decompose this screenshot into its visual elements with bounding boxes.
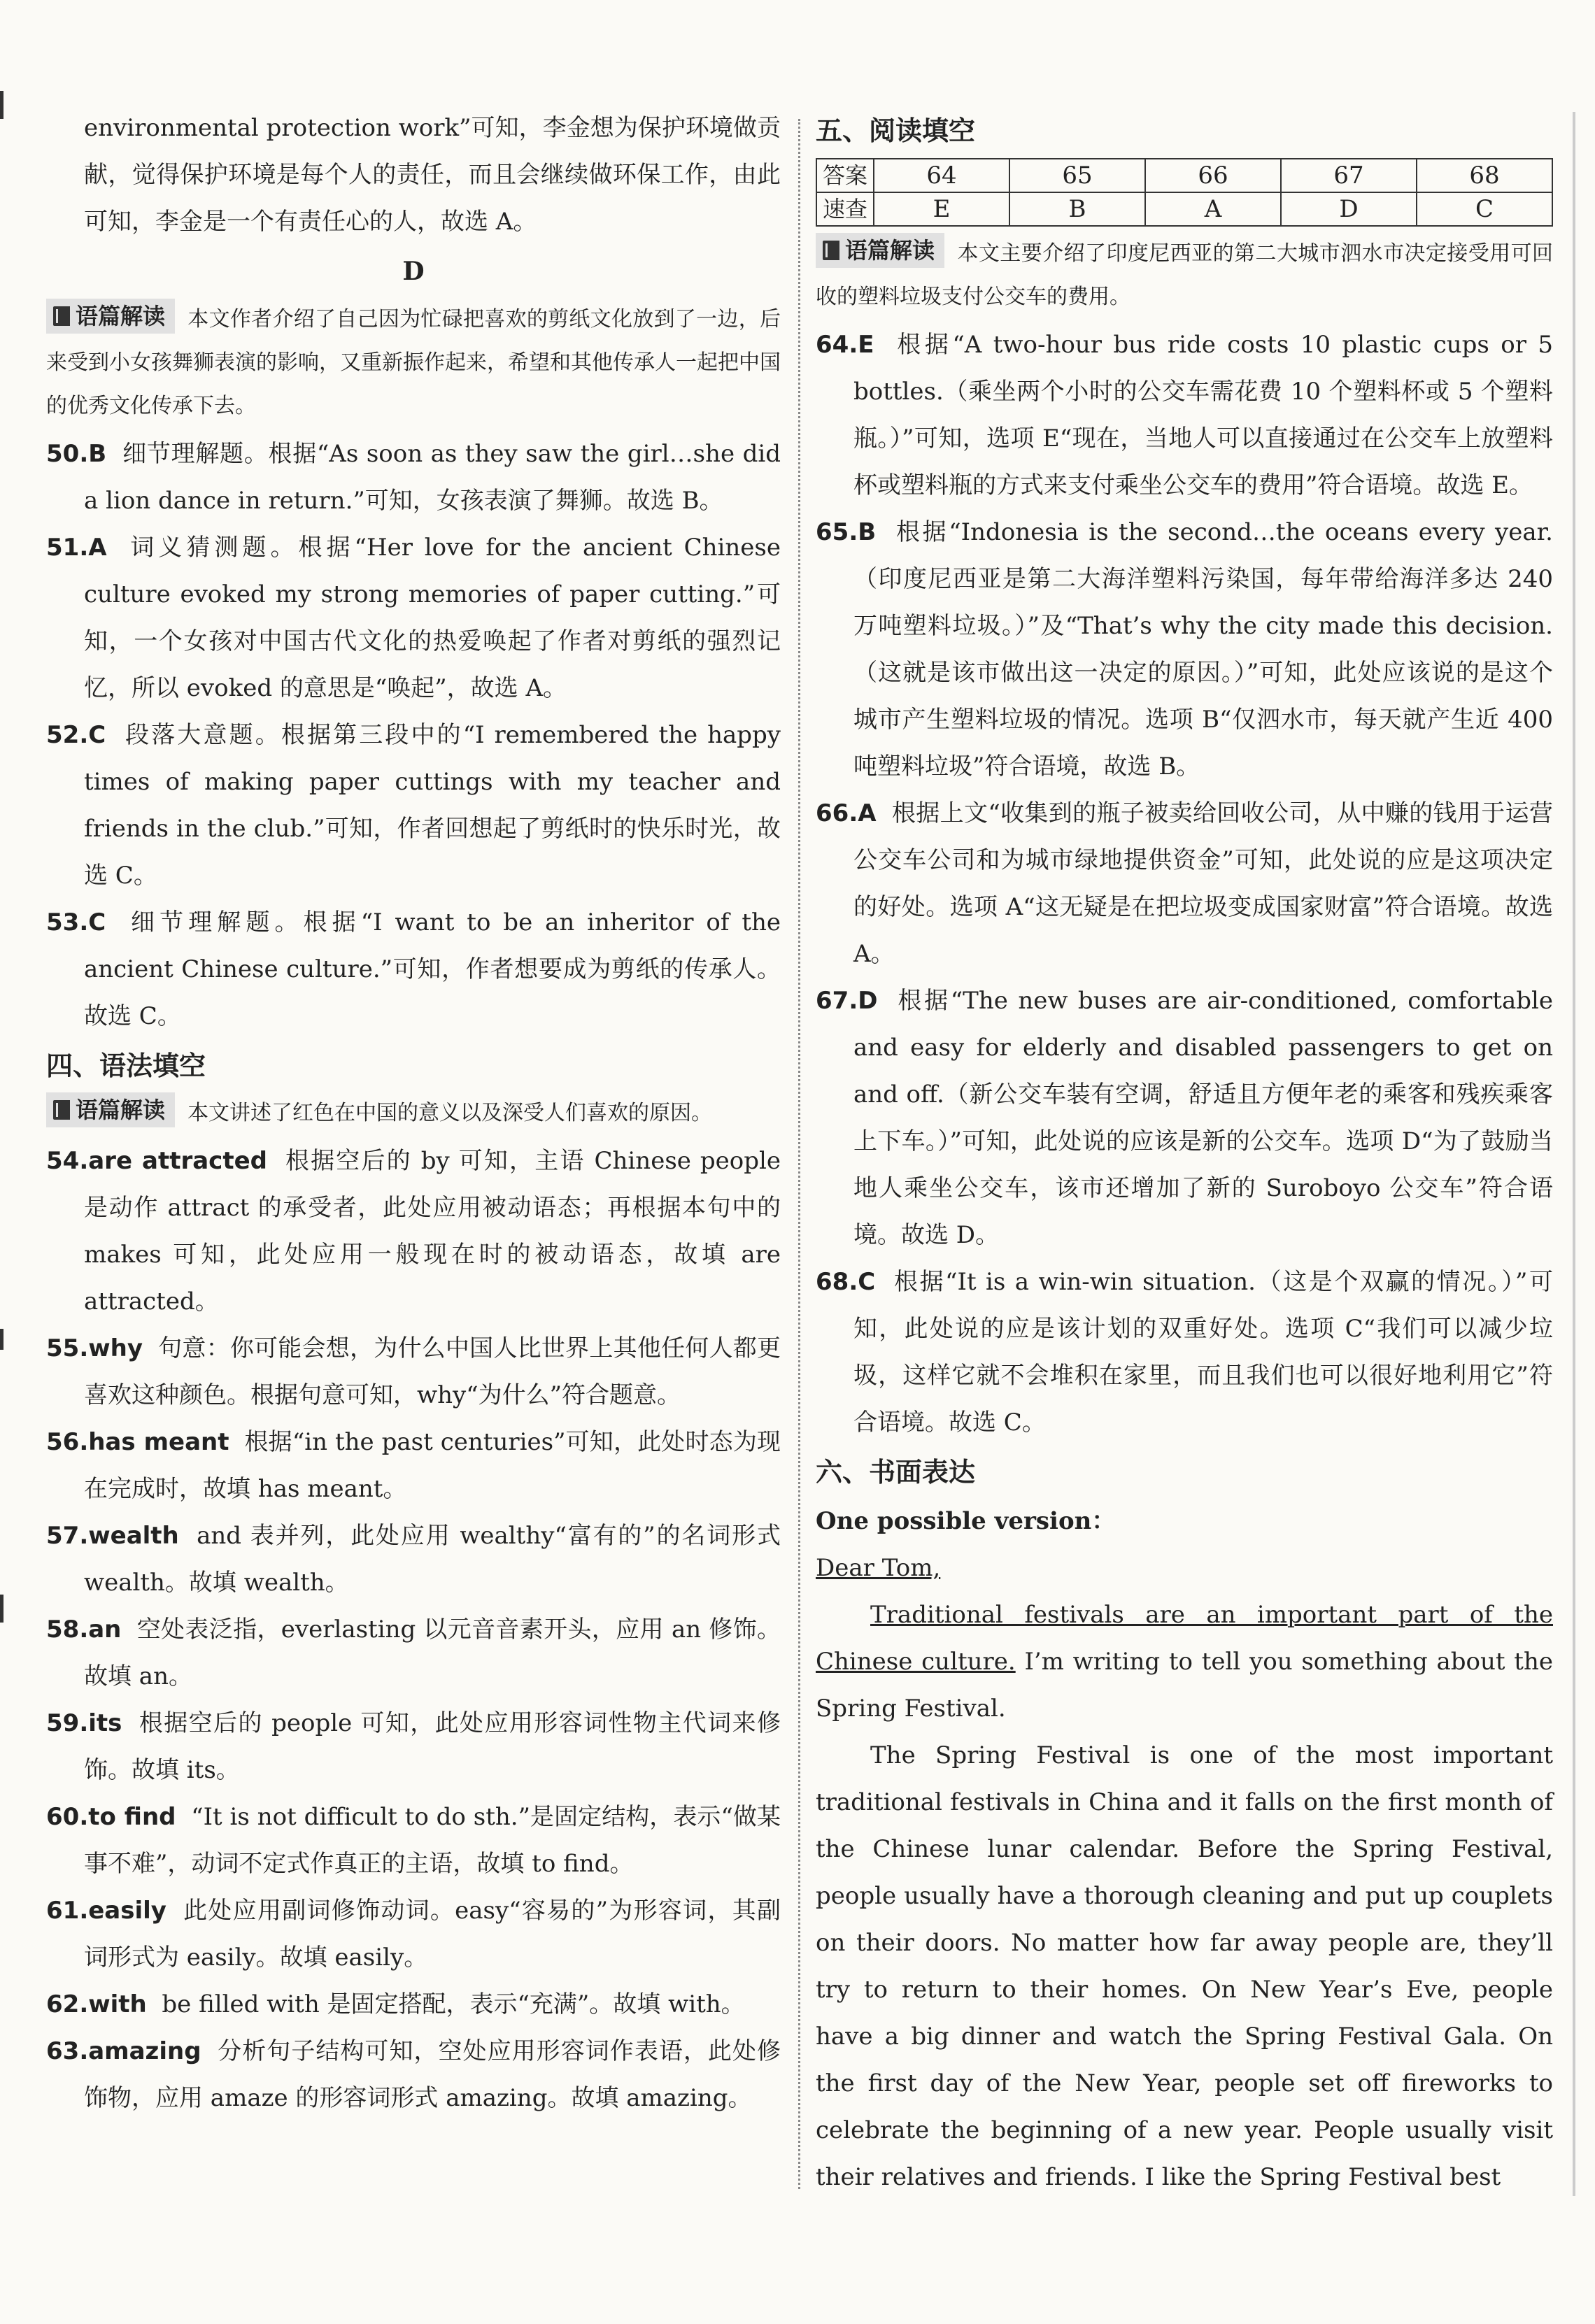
- essay-paragraph-2: The Spring Festival is one of the most important traditional festivals in China and it falls on the first month of the Chinese lunar calendar. Before the Spring Festival, people usually have a thorough cleaning and put up couplets on their doors. No matter how far away people are, they’ll try to return to their homes. On New Year’s Eve, people have a big dinner and watch the Spring Festival Gala. On the first day of the New Year, people set off fireworks to celebrate the beginning of a new year. People usually visit their relatives and friends. I like the Spring Festival best: [816, 1741, 1553, 2191]
- answer-66: 66.A 根据上文“收集到的瓶子被卖给回收公司，从中赚的钱用于运营公交车公司和为城市绿地提供资金”可知，此处说的应是这项决定的好处。选项 A“这无疑是在把垃圾变成国家财富”符合语境。故选 A。: [816, 799, 1553, 968]
- answer-55: 55.why 句意：你可能会想，为什么中国人比世界上其他任何人都更喜欢这种颜色。根据句意可知，why“为什么”符合题意。: [46, 1334, 781, 1409]
- letter-greeting: Dear Tom,: [816, 1554, 941, 1582]
- answer-68: 68.C 根据“It is a win-win situation.（这是个双赢的情况。）”可知，此处说的应是该计划的双重好处。选项 C“我们可以减少垃圾，这样它就不会堆积在家里，而且我们也可以很好地利用它”符合语境。故选 C。: [816, 1268, 1553, 1437]
- answer-63: 63.amazing 分析句子结构可知，空处应用形容词作表语，此处修饰物，应用 amaze 的形容词形式 amazing。故填 amazing。: [46, 2037, 781, 2112]
- section-6-title: 六、书面表达: [816, 1457, 976, 1488]
- version-label: One possible version：: [816, 1507, 1116, 1535]
- answer-58: 58.an 空处表泛指，everlasting 以元音音素开头，应用 an 修饰。故填 an。: [46, 1616, 781, 1690]
- answer-64: 64.E 根据“A two-hour bus ride costs 10 plastic cups or 5 bottles.（乘坐两个小时的公交车需花费 10 个塑料杯或 5 个塑料瓶。）”可知，选项 E“现在，当地人可以直接通过在公交车上放塑料杯或塑料瓶的方式来支付乘坐公交车的费用”符合语境。故选 E。: [816, 331, 1553, 499]
- table-cell: 65: [1009, 159, 1145, 192]
- answer-table: [816, 158, 1553, 227]
- essay-paragraph-1: Traditional festivals are an important part of the Chinese culture. I’m writing to tell you something about the Spring Festival.: [816, 1601, 1553, 1723]
- answer-60: 60.to find “It is not difficult to do sth.”是固定结构，表示“做某事不难”，动词不定式作真正的主语，故填 to find。: [46, 1803, 781, 1878]
- right-column: [816, 105, 1553, 2201]
- section-5-title: 五、阅读填空: [816, 115, 976, 146]
- book-icon: [53, 306, 70, 326]
- passage-guide-5: 语篇解读 本文主要介绍了印度尼西亚的第二大城市泗水市决定接受用可回收的塑料垃圾支付公交车的费用。: [816, 232, 1553, 319]
- scan-edge-mark: [0, 1595, 3, 1623]
- guide-tag: 语篇解读: [46, 1092, 175, 1127]
- passage-guide-4: 语篇解读 本文讲述了红色在中国的意义以及深受人们喜欢的原因。: [46, 1092, 781, 1135]
- table-cell: 64: [874, 159, 1009, 192]
- page-edge: [1573, 112, 1575, 2196]
- table-cell: D: [1281, 192, 1417, 226]
- answer-67: 67.D 根据“The new buses are air-conditioned, comfortable and easy for elderly and disabled passengers to get on and off.（新公交车装有空调，舒适且方便年老的乘客和残疾乘客上下车。）”可知，此处说的应该是新的公交车。选项 D“为了鼓励当地人乘坐公交车，该市还增加了新的 Suroboyo 公交车”符合语境。故选 D。: [816, 987, 1553, 1249]
- essay: [816, 1592, 1553, 2201]
- answer-table-answers-row: [816, 192, 1552, 226]
- section-4-title: 四、语法填空: [46, 1050, 206, 1081]
- column-divider: [798, 119, 800, 2189]
- table-cell: C: [1417, 192, 1552, 226]
- table-cell: E: [874, 192, 1009, 226]
- section-d-title: D: [402, 257, 425, 286]
- table-cell: A: [1145, 192, 1281, 226]
- scan-edge-mark: [0, 91, 3, 119]
- answer-65: 65.B 根据“Indonesia is the second…the oceans every year.（印度尼西亚是第二大海洋塑料污染国，每年带给海洋多达 240 万吨塑料垃圾。）”及“That’s why the city made this decision.（这就是该市做出这一决定的原因。）”可知，此处应该说的是这个城市产生塑料垃圾的情况。选项 B“仅泗水市，每天就产生近 400 吨塑料垃圾”符合语境，故选 B。: [816, 518, 1553, 780]
- answer-61: 61.easily 此处应用副词修饰动词。easy“容易的”为形容词，其副词形式为 easily。故填 easily。: [46, 1897, 781, 1972]
- table-header-answer: 答案: [816, 159, 874, 192]
- answer-52: 52.C 段落大意题。根据第三段中的“I remembered the happy times of making paper cuttings with my teacher and friends in the club.”可知，作者回想起了剪纸时的快乐时光，故选 C。: [46, 721, 781, 890]
- answer-56: 56.has meant 根据“in the past centuries”可知，此处时态为现在完成时，故填 has meant。: [46, 1428, 781, 1503]
- table-cell: 67: [1281, 159, 1417, 192]
- table-cell: 66: [1145, 159, 1281, 192]
- passage-guide-d: 语篇解读 本文作者介绍了自己因为忙碌把喜欢的剪纸文化放到了一边，后来受到小女孩舞狮表演的影响，又重新振作起来，希望和其他传承人一起把中国的优秀文化传承下去。: [46, 298, 781, 428]
- answer-51: 51.A 词义猜测题。根据“Her love for the ancient Chinese culture evoked my strong memories of paper cutting.”可知，一个女孩对中国古代文化的热爱唤起了作者对剪纸的强烈记忆，所以 evoked 的意思是“唤起”，故选 A。: [46, 534, 781, 702]
- book-icon: [823, 241, 839, 260]
- table-cell: 68: [1417, 159, 1552, 192]
- answer-62: 62.with be filled with 是固定搭配，表示“充满”。故填 with。: [46, 1990, 745, 2018]
- table-cell: B: [1009, 192, 1145, 226]
- answer-table-numbers-row: [816, 159, 1552, 192]
- answer-54: 54.are attracted 根据空后的 by 可知，主语 Chinese people 是动作 attract 的承受者，此处应用被动语态；再根据本句中的 makes 可知，此处应用一般现在时的被动语态，故填 are attracted。: [46, 1147, 781, 1316]
- passage-c-conclusion: environmental protection work”可知，李金想为保护环境做贡献，觉得保护环境是每个人的责任，而且会继续做环保工作，由此可知，李金是一个有责任心的人，故选 A。: [84, 114, 781, 236]
- answer-59: 59.its 根据空后的 people 可知，此处应用形容词性物主代词来修饰。故填 its。: [46, 1709, 781, 1784]
- guide-tag: 语篇解读: [46, 299, 175, 334]
- scan-edge-mark: [0, 1329, 3, 1350]
- table-header-check: 速查: [816, 192, 874, 226]
- answer-53: 53.C 细节理解题。根据“I want to be an inheritor of the ancient Chinese culture.”可知，作者想要成为剪纸的传承人。故选 C。: [46, 908, 781, 1030]
- answer-57: 57.wealth and 表并列，此处应用 wealthy“富有的”的名词形式 wealth。故填 wealth。: [46, 1522, 781, 1597]
- answer-50: 50.B 细节理解题。根据“As soon as they saw the girl…she did a lion dance in return.”可知，女孩表演了舞狮。故选 B。: [46, 440, 781, 515]
- left-column: [46, 105, 781, 2122]
- book-icon: [53, 1100, 70, 1120]
- guide-tag: 语篇解读: [816, 233, 944, 268]
